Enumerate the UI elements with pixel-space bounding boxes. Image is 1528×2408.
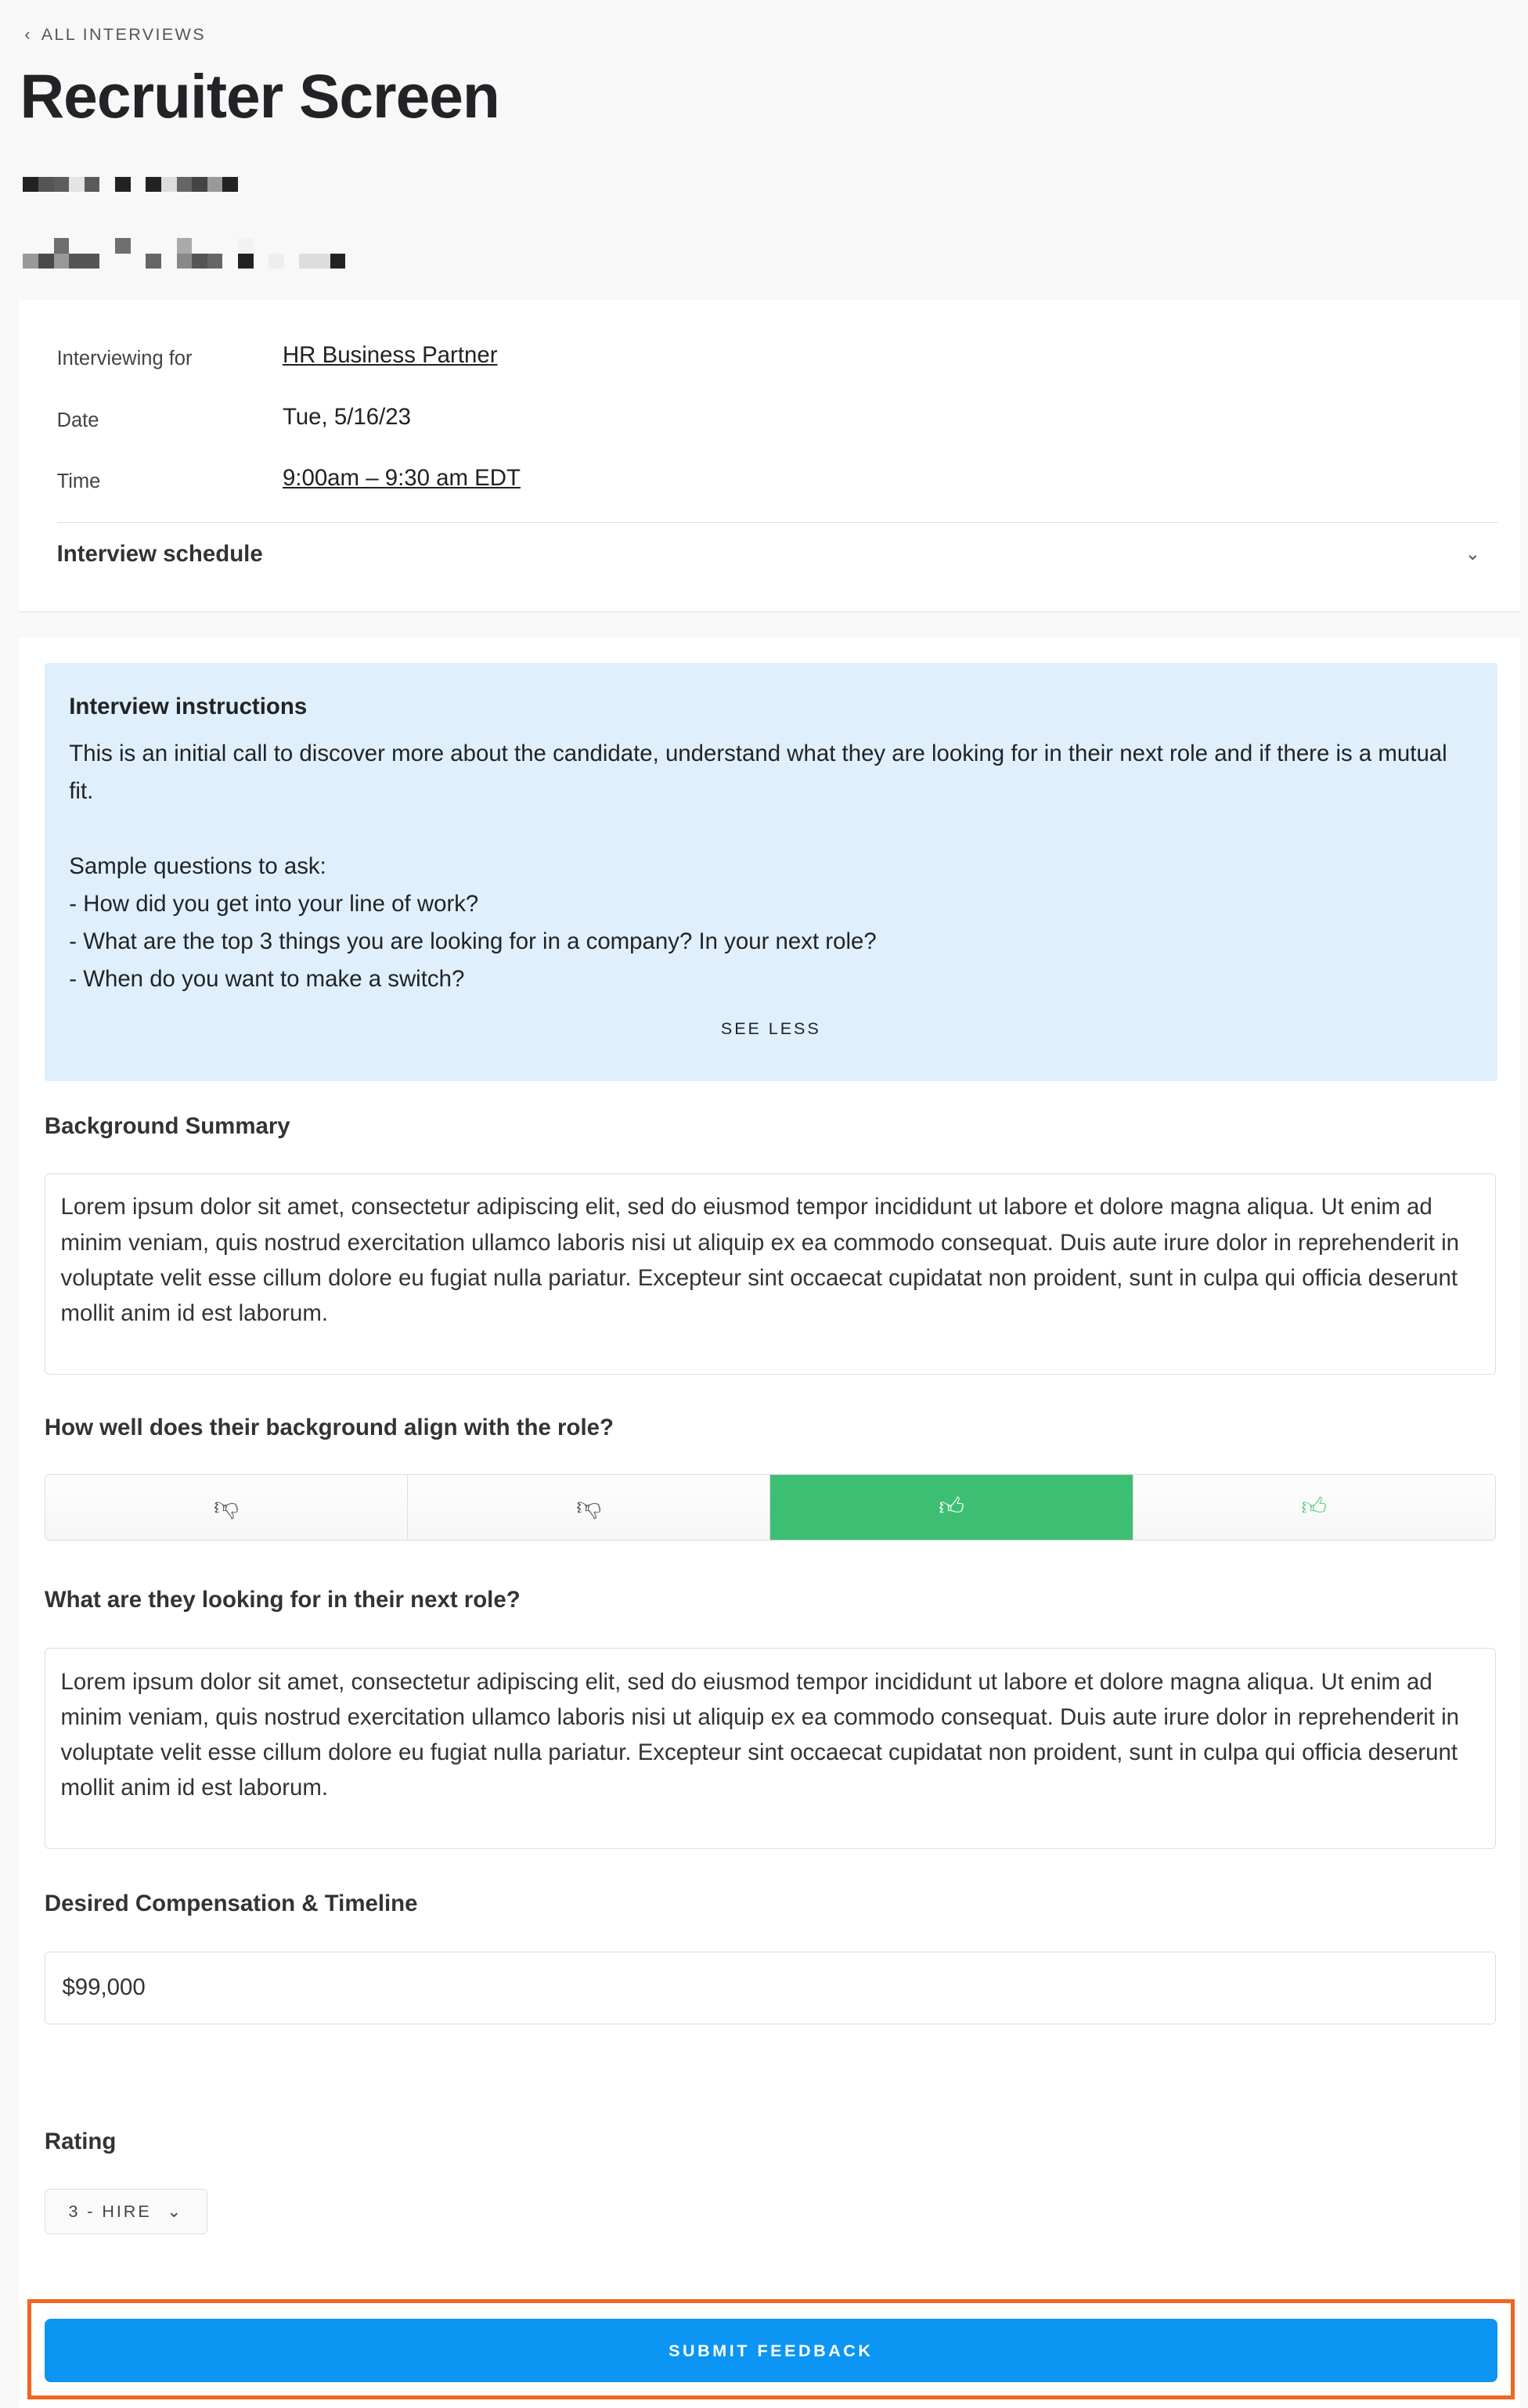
page-title: Recruiter Screen <box>20 62 499 132</box>
thumbs-down-icon: 👎︎ <box>576 1493 602 1520</box>
divider <box>57 522 1497 523</box>
date-row <box>56 403 411 432</box>
see-less-button[interactable]: SEE LESS <box>720 1018 821 1038</box>
feedback-form <box>19 637 1521 2408</box>
interview-instructions <box>45 663 1497 1081</box>
compensation-input[interactable]: $99,000 <box>45 1952 1496 2024</box>
background-summary-label: Background Summary <box>44 1113 290 1140</box>
compensation-label: Desired Compensation & Timeline <box>44 1890 418 1916</box>
date-label: Date <box>56 409 99 431</box>
background-summary-textarea[interactable]: Lorem ipsum dolor sit amet, consectetur adipiscing elit, sed do eiusmod tempor incididunt ut labore et dolore magna aliqua. Ut enim ad minim veniam, quis nostrud exercitation ullamco laboris nisi ut aliquip ex ea commodo consequat. Duis aute irure dolor in reprehenderit in voluptate velit esse cillum dolore eu fugiat nulla pariatur. Excepteur sint occaecat cupidatat non proident, sunt in culpa qui officia deserunt mollit anim id est laborum. <box>45 1173 1496 1375</box>
next-role-textarea[interactable]: Lorem ipsum dolor sit amet, consectetur adipiscing elit, sed do eiusmod tempor incididunt ut labore et dolore magna aliqua. Ut enim ad minim veniam, quis nostrud exercitation ullamco laboris nisi ut aliquip ex ea commodo consequat. Duis aute irure dolor in reprehenderit in voluptate velit esse cillum dolore eu fugiat nulla pariatur. Excepteur sint occaecat cupidatat non proident, sunt in culpa qui officia deserunt mollit anim id est laborum. <box>45 1648 1496 1849</box>
rating-label: Rating <box>44 2129 117 2155</box>
redacted-candidate-name <box>23 177 253 193</box>
interviewing-for-label: Interviewing for <box>56 348 193 370</box>
time-row <box>56 465 521 493</box>
thumbs-up-icon: 👍︎ <box>939 1493 964 1520</box>
rating-select-value: 3 - HIRE <box>68 2201 152 2221</box>
redacted-candidate-info <box>23 238 376 269</box>
strong-no-button[interactable] <box>45 1475 408 1539</box>
chevron-left-icon: ‹ <box>24 24 32 45</box>
time-link[interactable]: 9:00am – 9:30 am EDT <box>282 465 521 492</box>
double-thumbs-up-icon: 👍︎ <box>1301 1493 1328 1520</box>
double-thumbs-down-icon: 👎︎ <box>214 1493 239 1520</box>
alignment-rating-group <box>45 1474 1496 1540</box>
alignment-question-label: How well does their background align with the role? <box>44 1414 614 1440</box>
chevron-down-icon[interactable]: ⌄ <box>1465 543 1481 564</box>
back-link-label: ALL INTERVIEWS <box>41 24 206 45</box>
back-link[interactable] <box>24 24 206 45</box>
instructions-title: Interview instructions <box>69 693 308 719</box>
instructions-body: This is an initial call to discover more about the candidate, understand what they are looking for in their next role and if there is a mutual fit. Sample questions to ask: - How did you get into your line of work? - What are the top 3 things you are looking for in a company? In your next role? - When do you want to make a switch? <box>69 740 1447 993</box>
no-button[interactable] <box>408 1475 770 1539</box>
chevron-down-icon: ⌄ <box>167 2201 184 2221</box>
interview-details-card <box>19 300 1521 612</box>
job-link[interactable]: HR Business Partner <box>282 342 498 369</box>
submit-feedback-button[interactable]: SUBMIT FEEDBACK <box>45 2319 1497 2381</box>
next-role-question-label: What are they looking for in their next role? <box>44 1586 521 1613</box>
time-label: Time <box>56 470 101 493</box>
rating-select[interactable] <box>45 2189 207 2235</box>
date-value: Tue, 5/16/23 <box>282 403 411 430</box>
strong-yes-button[interactable] <box>1133 1475 1495 1539</box>
interviewing-for-row <box>56 342 498 370</box>
interview-schedule-toggle[interactable]: Interview schedule <box>56 540 263 567</box>
yes-button[interactable] <box>770 1475 1133 1539</box>
